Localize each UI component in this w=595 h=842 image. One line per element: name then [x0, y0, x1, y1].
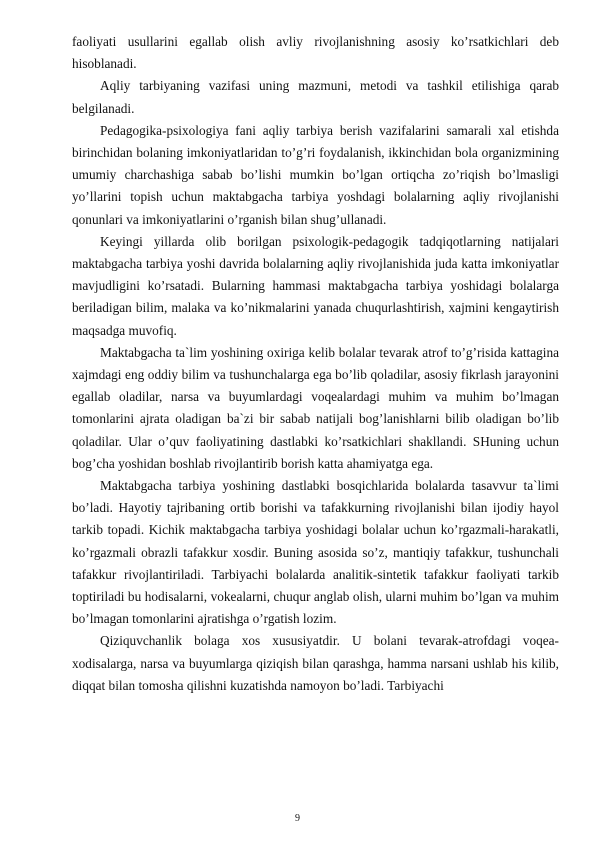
page-number: 9	[295, 813, 300, 824]
paragraph: Pedagogika-psixologiya fani aqliy tarbiya berish vazifalarini samarali xal etishda birinchidan bolaning imkoniyatlaridan to’g’ri foydalanish, ikkinchidan bola organizmining umumiy charchashiga sabab bo’lishi mumkin bo’lgan ortiqcha zo’riqish bo’lmasligi yo’llarini topish uchun maktabgacha tarbiya yoshdagi bolalarning aqliy rivojlanishi qonunlari va imkoniyatlarini o’rganish bilan shug’ullanadi.	[72, 122, 559, 227]
document-page	[72, 31, 559, 697]
paragraph: Maktabgacha tarbiya yoshining dastlabki bosqichlarida bolalarda tasavvur ta`limi bo’ladi. Hayotiy tajribaning ortib borishi va tafakkurning rivojlanishi bilan ijodiy hayol tarkib topadi. Kichik maktabgacha tarbiya yoshidagi bolalar uchun ko’rgazmali-harakatli, ko’rgazmali obrazli tafakkur xosdir. Buning asosida so’z, mantiqiy tafakkur, tushunchali tafakkur rivojlantiriladi. Tarbiyachi bolalarda analitik-sintetik tafakkur faoliyati tarkib toptiriladi bu hodisalarni, vokealarni, chuqur anglab olish, ularni muhim bo’lgan va muhim bo’lmagan tomonlarini ajratishga o’rgatish lozim.	[72, 478, 559, 627]
paragraph: Keyingi yillarda olib borilgan psixologik-pedagogik tadqiqotlarning natijalari maktabgacha tarbiya yoshi davrida bolalarning aqliy rivojlanishida juda katta imkoniyatlar mavjudligini ko’rsatadi. Bularning hammasi maktabgacha tarbiya yoshidagi bolalarga beriladigan bilim, malaka va ko’nikmalarini yanada chuqurlashtirish, xajmini kengaytirish maqsadga muvofiq.	[72, 233, 559, 338]
paragraph-continuation: faoliyati usullarini egallab olish avliy rivojlanishning asosiy ko’rsatkichlari deb hisoblanadi.	[72, 34, 559, 72]
paragraph: Maktabgacha ta`lim yoshining oxiriga kelib bolalar tevarak atrof to’g’risida kattagina xajmdagi eng oddiy bilim va tushunchalarga ega bo’lib qoladilar, asosiy fikrlash jarayonini egallab oladilar, narsa va buyumlardagi voqealardagi muhim va muhim bo’lmagan tomonlarini ajrata oladigan ba`zi bir sabab natijali bog’lanishlarni bilib oladigan bo’lib qoladilar. Ular o’quv faoliyatining dastlabki ko’rsatkichlari shakllandi. SHuning uchun bog’cha yoshidan boshlab rivojlantirib borish katta ahamiyatga ega.	[72, 344, 559, 471]
paragraph: Aqliy tarbiyaning vazifasi uning mazmuni, metodi va tashkil etilishiga qarab belgilanadi.	[72, 78, 559, 116]
paragraph: Qiziquvchanlik bolaga xos xususiyatdir. U bolani tevarak-atrofdagi voqea-xodisalarga, narsa va buyumlarga qiziqish bilan qarashga, hamma narsani ushlab his kilib, diqqat bilan tomosha qilishni kuzatishda namoyon bo’ladi. Tarbiyachi	[72, 633, 559, 693]
